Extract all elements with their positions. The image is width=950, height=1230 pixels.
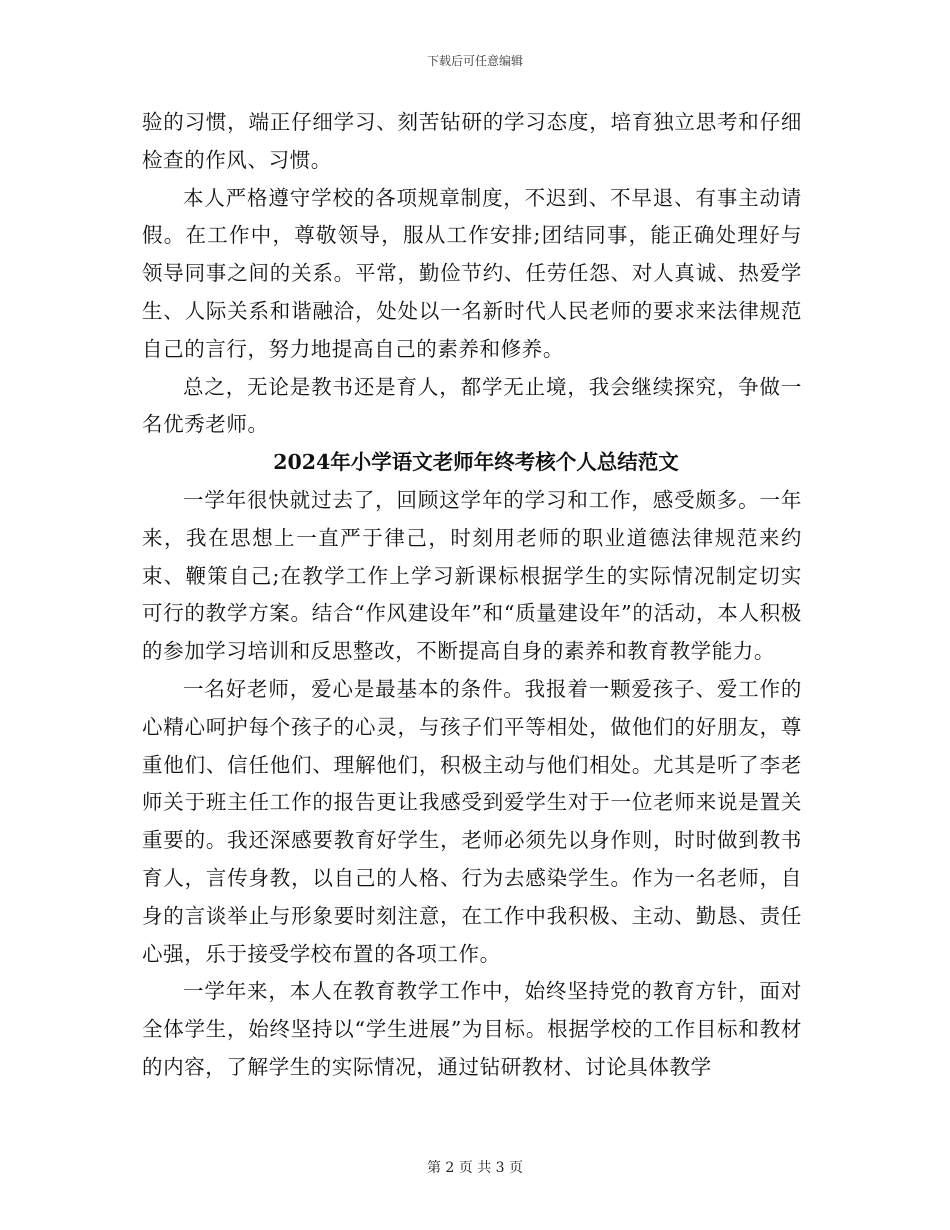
paragraph: 一学年很快就过去了，回顾这学年的学习和工作，感受颇多。一年来，我在思想上一直严于律己，时刻用老师的职业道德法律规范来约束、鞭策自己;在教学工作上学习新课标根据学生的实际情况制定切实可行的教学方案。结合“作风建设年”和“质量建设年”的活动，本人积极的参加学习培训和反思整改，不断提高自身的素养和教育教学能力。 — [142, 487, 802, 664]
document-body — [142, 104, 802, 1087]
paragraph: 一名好老师，爱心是最基本的条件。我报着一颗爱孩子、爱工作的心精心呵护每个孩子的心灵，与孩子们平等相处，做他们的好朋友，尊重他们、信任他们、理解他们，积极主动与他们相处。尤其是听了李老师关于班主任工作的报告更让我感受到爱学生对于一位老师来说是置关重要的。我还深感要教育好学生，老师必须先以身作则，时时做到教书育人，言传身教，以自己的人格、行为去感染学生。作为一名老师，自身的言谈举止与形象要时刻注意，在工作中我积极、主动、勤恳、责任心强，乐于接受学校布置的各项工作。 — [142, 676, 802, 966]
page-footer: 第 2 页 共 3 页 — [426, 1160, 524, 1176]
paragraph: 总之，无论是教书还是育人，都学无止境，我会继续探究，争做一名优秀老师。 — [142, 374, 802, 437]
paragraph: 一学年来，本人在教育教学工作中，始终坚持党的教育方针，面对全体学生，始终坚持以“学生进展”为目标。根据学校的工作目标和教材的内容，了解学生的实际情况，通过钻研教材、讨论具体教学 — [142, 979, 802, 1079]
paragraph: 本人严格遵守学校的各项规章制度，不迟到、不早退、有事主动请假。在工作中，尊敬领导，服从工作安排;团结同事，能正确处理好与领导同事之间的关系。平常，勤俭节约、任劳任怨、对人真诚、热爱学生、人际关系和谐融洽，处处以一名新时代人民老师的要求来法律规范自己的言行，努力地提高自己的素养和修养。 — [142, 185, 802, 361]
page-header: 下载后可任意编辑 — [426, 54, 523, 68]
section-title: 2024年小学语文老师年终考核个人总结范文 — [273, 450, 679, 475]
paragraph-continued: 验的习惯，端正仔细学习、刻苦钻研的学习态度，培育独立思考和仔细检查的作风、习惯。 — [142, 110, 802, 172]
